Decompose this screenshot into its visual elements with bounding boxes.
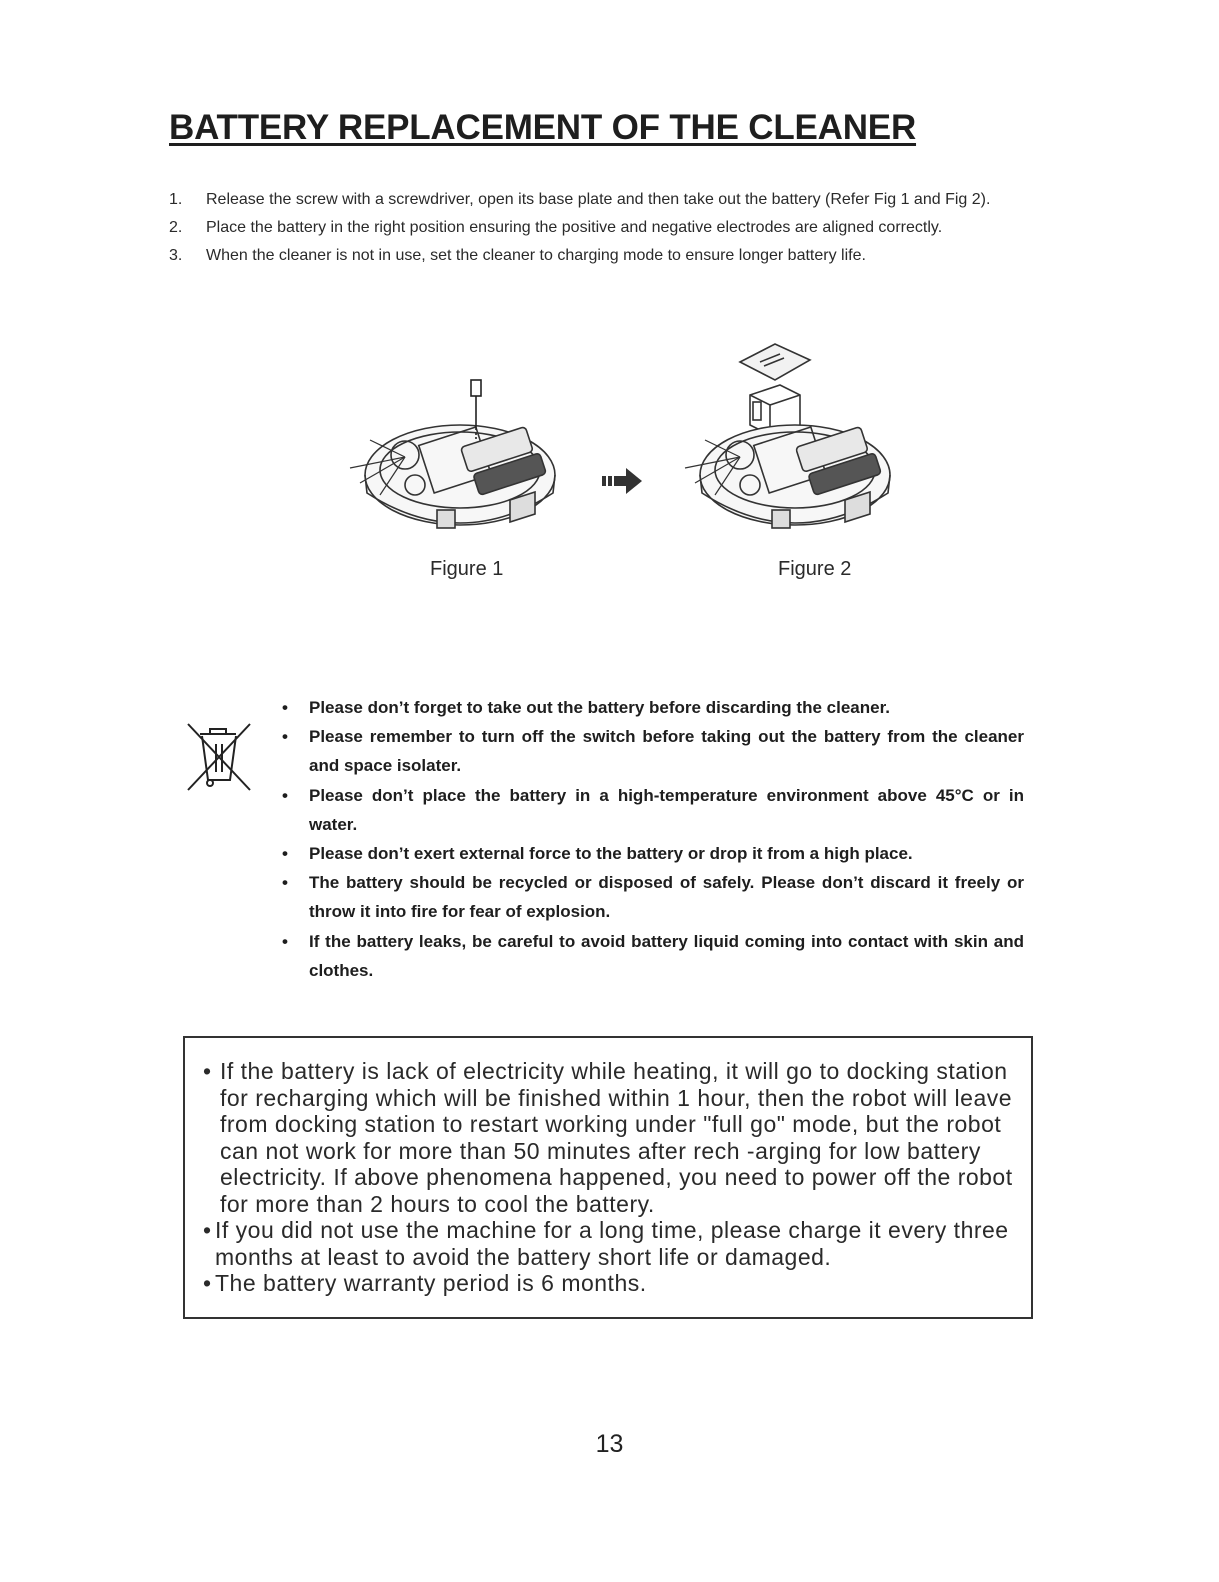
page-number: 13: [595, 1430, 624, 1458]
note-item: [203, 1058, 1023, 1217]
step-text: Place the battery in the right position ensuring the positive and negative electrodes are aligned correctly.: [206, 219, 943, 236]
note-text: The battery warranty period is 6 months.: [215, 1270, 647, 1296]
warning-text: Please don’t forget to take out the battery before discarding the cleaner.: [309, 698, 890, 717]
warning-item: [282, 868, 1024, 926]
step-number: 3.: [169, 247, 183, 264]
arrow-right-icon: [602, 468, 644, 494]
warning-item: [282, 927, 1024, 985]
crossed-out-bin-icon: [186, 722, 254, 792]
warning-item: [282, 722, 1024, 780]
bullet-icon: •: [282, 873, 288, 893]
figure-1-caption: Figure 1: [430, 558, 504, 580]
step-text: Release the screw with a screwdriver, open its base plate and then take out the battery (Refer Fig 1 and Fig 2).: [206, 191, 991, 208]
warning-text: If the battery leaks, be careful to avoid battery liquid coming into contact with skin and clothes.: [309, 931, 1024, 980]
step-item: [169, 186, 1049, 214]
step-item: [169, 242, 1049, 270]
bullet-icon: •: [282, 844, 288, 864]
figure-2-caption: Figure 2: [778, 558, 852, 580]
note-item: [203, 1270, 1023, 1297]
bullet-icon: •: [282, 727, 288, 747]
note-text: If the battery is lack of electricity while heating, it will go to docking station for recharging which will be finished within 1 hour, then the robot will leave from docking station to restart working under "full go" mode, but the robot can not work for more than 50 minutes after rech -arging for low battery electricity. If above phenomena happened, you need to power off the robot for more than 2 hours to cool the battery.: [220, 1058, 1013, 1217]
warning-text: Please don’t exert external force to the battery or drop it from a high place.: [309, 844, 913, 864]
bullet-icon: •: [203, 1270, 212, 1296]
warning-text: Please don’t place the battery in a high-temperature environment above 45°C or in water.: [309, 785, 1024, 834]
note-item: [203, 1217, 1023, 1270]
warning-text: The battery should be recycled or disposed of safely. Please don’t discard it freely or throw it into fire for fear of explosion.: [309, 873, 1024, 922]
step-text: When the cleaner is not in use, set the cleaner to charging mode to ensure longer battery life.: [206, 247, 866, 264]
instruction-steps: [169, 186, 1049, 270]
bullet-icon: •: [203, 1058, 212, 1084]
step-number: 2.: [169, 219, 183, 236]
figure-1-robot-screwdriver-illustration: [345, 375, 565, 555]
figure-2-battery-removed-illustration: [680, 340, 900, 555]
warning-item: [282, 781, 1024, 839]
bullet-icon: •: [282, 785, 288, 805]
warning-item: [282, 839, 1024, 868]
battery-notes-list: [203, 1058, 1023, 1297]
bullet-icon: •: [282, 931, 288, 951]
step-number: 1.: [169, 191, 183, 208]
battery-notes-box: [183, 1036, 1033, 1319]
warning-item: [282, 693, 1024, 722]
bullet-icon: •: [203, 1217, 212, 1243]
step-item: [169, 214, 1049, 242]
bullet-icon: •: [282, 698, 288, 717]
warning-text: Please remember to turn off the switch before taking out the battery from the cleaner and space isolater.: [309, 727, 1024, 776]
note-text: If you did not use the machine for a long time, please charge it every three months at least to avoid the battery short life or damaged.: [215, 1217, 1009, 1270]
battery-warnings-list: [282, 693, 1024, 985]
page-title: BATTERY REPLACEMENT OF THE CLEANER: [169, 108, 917, 147]
